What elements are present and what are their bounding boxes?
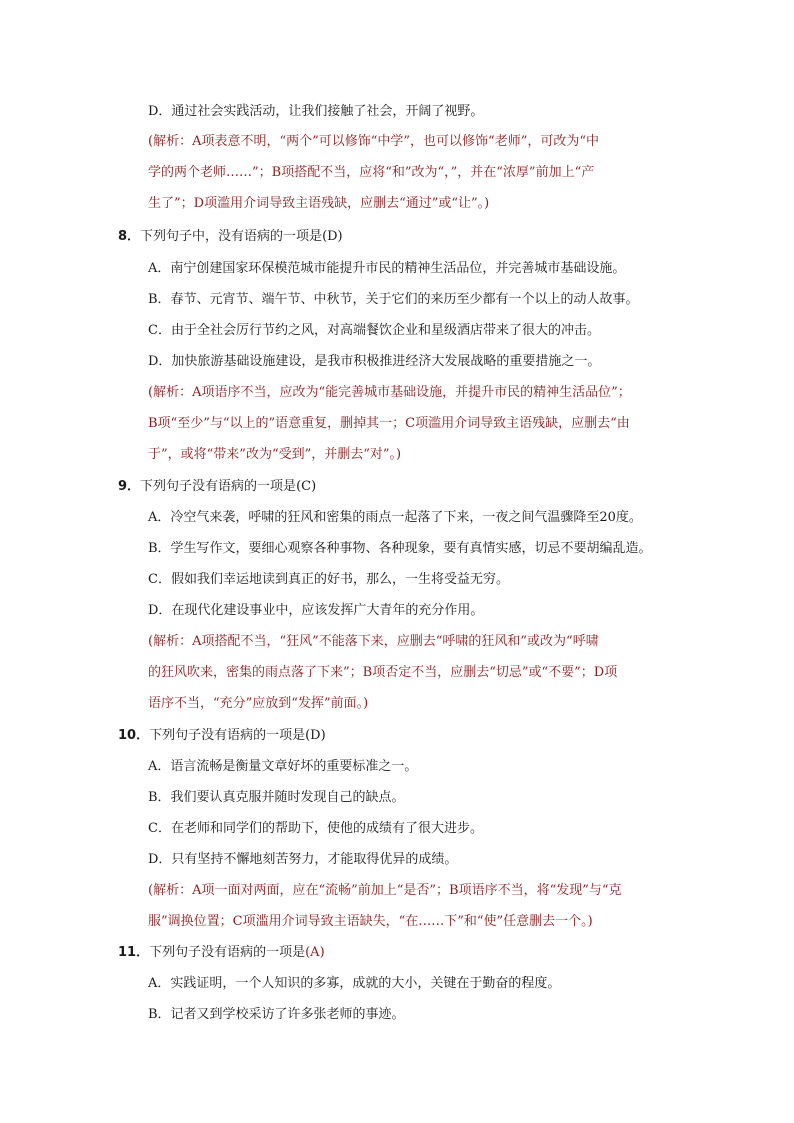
- q9-stem-text: 下列句子没有语病的一项是: [140, 479, 297, 494]
- q9-number: 9．: [118, 479, 141, 494]
- q10-option-a: A．语言流畅是衡量文章好坏的重要标准之一。: [148, 759, 418, 774]
- q8-analysis-line-3: 于”，或将“带来”改为“受到”，并删去“对”。): [148, 447, 402, 462]
- q9-option-a: A．冷空气来袭，呼啸的狂风和密集的雨点一起落了下来，一夜之间气温骤降至20度。: [148, 510, 642, 525]
- q8-option-c: C．由于全社会厉行节约之风，对高端餐饮企业和星级酒店带来了很大的冲击。: [148, 323, 600, 338]
- q9-option-c: C．假如我们幸运地读到真正的好书，那么，一生将受益无穷。: [148, 572, 509, 587]
- q10-number: 10．: [118, 728, 150, 743]
- q11-option-a: A．实践证明，一个人知识的多寡，成就的大小，关键在于勤奋的程度。: [148, 976, 561, 991]
- q8-analysis-line-1: (解析：A项语序不当，应改为“能完善城市基础设施，并提升市民的精神生活品位”；: [148, 385, 631, 400]
- q9-analysis-line-1: (解析：A项搭配不当，“狂风”不能落下来，应删去“呼啸的狂风和”或改为“呼啸: [148, 634, 599, 649]
- q7-analysis-line-2: 学的两个老师……”；B项搭配不当，应将“和”改为“，”，并在“浓厚”前加上“产: [148, 165, 595, 180]
- q10-stem: [118, 727, 326, 745]
- q8-stem-text: 下列句子中，没有语病的一项是: [140, 229, 323, 244]
- q8-option-d: D．加快旅游基础设施建设，是我市积极推进经济大发展战略的重要措施之一。: [148, 354, 601, 369]
- q9-analysis-line-3: 语序不当，“充分”应放到“发挥”前面。): [148, 696, 369, 711]
- q9-option-b: B．学生写作文，要细心观察各种事物、各种现象，要有真情实感，切忌不要胡编乱造。: [148, 541, 652, 556]
- q8-number: 8．: [118, 229, 141, 244]
- q9-answer: (C): [296, 479, 317, 494]
- q11-stem: [118, 944, 325, 962]
- q11-stem-text: 下列句子没有语病的一项是: [149, 945, 306, 960]
- q8-stem: [118, 228, 343, 246]
- q10-analysis-line-2: 服”调换位置；C项滥用介词导致主语缺失，“在……下”和“使”任意删去一个。): [148, 914, 593, 929]
- q7-analysis-line-3: 生了”；D项滥用介词导致主语残缺，应删去“通过”或“让”。): [148, 196, 490, 211]
- q10-option-d: D．只有坚持不懈地刻苦努力，才能取得优异的成绩。: [148, 852, 458, 867]
- q7-option-d: D．通过社会实践活动，让我们接触了社会，开阔了视野。: [148, 104, 484, 119]
- q11-option-b: B．记者又到学校采访了许多张老师的事迹。: [148, 1007, 405, 1022]
- q7-analysis-line-1: (解析：A项表意不明，“两个”可以修饰“中学”，也可以修饰“老师”，可改为“中: [148, 134, 599, 149]
- q8-option-b: B．春节、元宵节、端午节、中秋节，关于它们的来历至少都有一个以上的动人故事。: [148, 292, 639, 307]
- q9-stem: [118, 478, 316, 496]
- q10-option-b: B．我们要认真克服并随时发现自己的缺点。: [148, 790, 405, 805]
- q10-analysis-line-1: (解析：A项一面对两面，应在“流畅”前加上“是否”；B项语序不当，将“发现”与“克: [148, 883, 622, 898]
- q10-answer: (D): [305, 728, 326, 743]
- q8-option-a: A．南宁创建国家环保模范城市能提升市民的精神生活品位，并完善城市基础设施。: [148, 261, 626, 276]
- q11-number: 11．: [118, 945, 150, 960]
- q8-answer: (D): [322, 229, 343, 244]
- q8-analysis-line-2: B项“至少”与“以上的”语意重复，删掉其一；C项滥用介词导致主语残缺，应删去“由: [148, 416, 630, 431]
- q10-option-c: C．在老师和同学们的帮助下，使他的成绩有了很大进步。: [148, 821, 483, 836]
- q11-answer: (A): [305, 945, 325, 960]
- q9-analysis-line-2: 的狂风吹来，密集的雨点落了下来”；B项否定不当，应删去“切忌”或“不要”；D项: [148, 665, 618, 680]
- q9-option-d: D．在现代化建设事业中，应该发挥广大青年的充分作用。: [148, 603, 484, 618]
- q10-stem-text: 下列句子没有语病的一项是: [149, 728, 306, 743]
